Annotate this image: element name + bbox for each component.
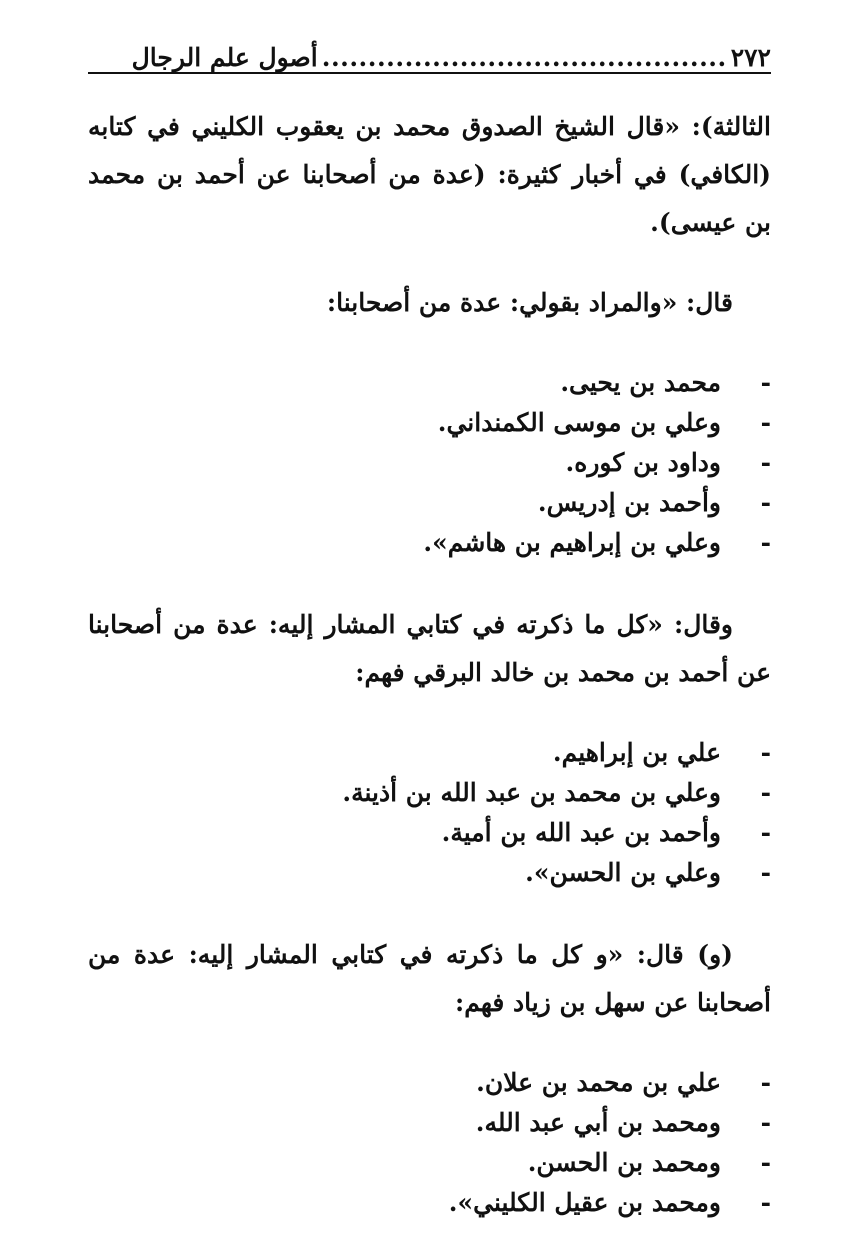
- list-item: - علي بن محمد بن علان.: [476, 1068, 771, 1097]
- narrator-list-3: [88, 1063, 771, 1223]
- list-item: - وعلي بن موسى الكمنداني.: [437, 408, 771, 437]
- list-item: - ومحمد بن عقيل الكليني».: [448, 1188, 771, 1217]
- list-item: - وداود بن كوره.: [565, 448, 771, 477]
- list-item: - وعلي بن الحسن».: [525, 858, 771, 887]
- list-item: - وعلي بن محمد بن عبد الله بن أذينة.: [342, 778, 771, 807]
- page-number: ٢٧٢: [730, 43, 771, 72]
- list-item: - وأحمد بن إدريس.: [537, 488, 771, 517]
- paragraph-third-statement: الثالثة): «قال الشيخ الصدوق محمد بن يعقوب الكليني في كتابه (الكافي) في أخبار كثيرة: (عدة من أصحابنا عن أحمد بن محمد بن عيسى).: [88, 112, 771, 237]
- list-item: - ومحمد بن الحسن.: [527, 1148, 771, 1177]
- list-item: - وعلي بن إبراهيم بن هاشم».: [423, 528, 771, 557]
- paragraph-sahl-bin-ziyad: (و) قال: «و كل ما ذكرته في كتابي المشار إليه: عدة من أصحابنا عن سهل بن زياد فهم:: [88, 940, 771, 1017]
- list-item: - ومحمد بن أبي عبد الله.: [475, 1108, 771, 1137]
- paragraph-barqi: وقال: «كل ما ذكرته في كتابي المشار إليه: عدة من أصحابنا عن أحمد بن محمد بن خالد البرقي فهم:: [88, 610, 771, 687]
- page-body: [88, 103, 771, 1223]
- paragraph-meaning-of-idda: قال: «والمراد بقولي: عدة من أصحابنا:: [326, 288, 733, 317]
- running-header: [88, 30, 771, 74]
- dot-leader: ............................................: [321, 43, 727, 72]
- list-item: - محمد بن يحيى.: [560, 368, 771, 397]
- narrator-list-2: [88, 733, 771, 893]
- running-title: أصول علم الرجال: [131, 43, 318, 72]
- list-item: - وأحمد بن عبد الله بن أمية.: [441, 818, 771, 847]
- list-item: - علي بن إبراهيم.: [552, 738, 771, 767]
- narrator-list-1: [88, 363, 771, 563]
